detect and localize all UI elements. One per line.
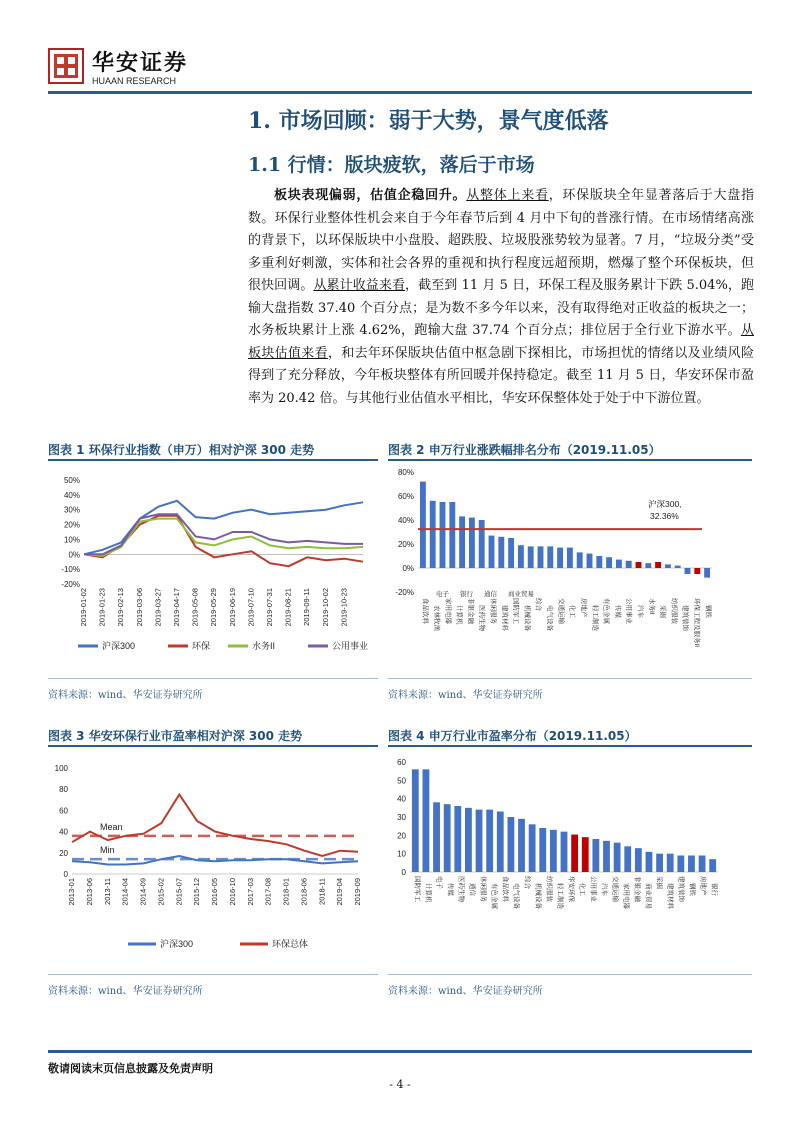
- y-tick-label: 0%: [68, 550, 80, 560]
- x-tick-label: 钢铁: [688, 883, 696, 896]
- y-tick-label: 40: [59, 827, 68, 837]
- x-tick-label: 传媒: [613, 605, 621, 618]
- x-tick-label: 2018-06: [299, 878, 309, 906]
- x-tick-label: 国防军工: [413, 876, 421, 902]
- x-tick-label: 房地产: [579, 598, 587, 618]
- x-tick-label: 食品饮料: [501, 876, 509, 902]
- x-tick-label: 汽车: [600, 883, 608, 896]
- y-tick-label: 0%: [402, 564, 414, 573]
- y-tick-label: 50%: [63, 476, 80, 485]
- x-tick-label: 2019-07-10: [246, 588, 256, 627]
- x-tick-label: 有色金属: [490, 883, 498, 909]
- figure-4-title: 图表 4 申万行业市盈率分布（2019.11.05）: [388, 729, 637, 743]
- bar: [646, 852, 653, 872]
- bar: [507, 817, 514, 872]
- x-tick-label: 农林牧渔: [432, 605, 440, 631]
- figure-3-bottom-rule: [48, 974, 378, 975]
- x-tick-label: 传媒: [446, 883, 454, 896]
- bar: [626, 561, 632, 568]
- underlined-phrase-valuation: 从板块估值来看: [248, 323, 754, 361]
- y-tick-label: -10%: [61, 565, 80, 575]
- bar: [528, 546, 534, 568]
- reference-value: 32.36%: [650, 511, 679, 522]
- y-tick-label: 30%: [63, 505, 80, 515]
- x-tick-label: 商业贸易: [644, 883, 652, 909]
- bar: [656, 854, 663, 872]
- x-tick-label-top: 银行: [460, 591, 473, 598]
- bar: [655, 562, 661, 568]
- x-tick-label: 纺织服装: [545, 876, 553, 902]
- x-tick-label: 2013-01: [67, 878, 76, 906]
- x-tick-label: 电子: [435, 876, 443, 889]
- x-tick-label: 食品饮料: [421, 598, 429, 624]
- x-tick-label: 2019-03-27: [153, 588, 163, 627]
- x-tick-label: 公用事业: [625, 598, 633, 624]
- bar: [592, 839, 599, 872]
- x-tick-label: 非银金融: [466, 598, 474, 624]
- x-tick-label: 有色金属: [602, 598, 610, 624]
- x-tick-label: 2013-06: [84, 878, 94, 906]
- x-tick-label: 2019-04-17: [172, 588, 181, 627]
- figure-3-top-rule: [48, 745, 378, 747]
- x-tick-label: 2019-06-19: [227, 588, 237, 627]
- subsection-heading: 1.1 行情：版块疲软，落后于市场: [248, 154, 535, 176]
- reference-label: 沪深300,: [648, 499, 682, 510]
- x-tick-label: 水务II: [647, 598, 655, 615]
- x-tick-label: 钢铁: [704, 605, 712, 618]
- y-tick-label: 80%: [397, 468, 414, 477]
- legend-label: 环保: [192, 641, 211, 651]
- bar: [606, 557, 612, 568]
- figure-4-chart: [388, 748, 752, 970]
- bar: [614, 843, 621, 872]
- x-tick-label: 2019-04: [335, 878, 345, 906]
- x-tick-label-top: 电子: [436, 591, 449, 598]
- x-tick-label: 2015-07: [174, 878, 184, 906]
- figure-3-chart: [48, 748, 378, 960]
- x-tick-label: 2014-04: [120, 878, 130, 906]
- bar: [677, 856, 684, 873]
- bar: [577, 552, 583, 568]
- bar: [444, 804, 451, 872]
- bar: [420, 482, 426, 568]
- y-tick-label: 60%: [397, 492, 414, 501]
- bar: [529, 824, 536, 872]
- x-tick-label: 2015-12: [192, 878, 202, 906]
- bar: [518, 545, 524, 568]
- x-tick-label: 华安环保: [567, 876, 575, 902]
- legend-label: 环保总体: [272, 939, 309, 949]
- bar: [518, 819, 525, 872]
- x-tick-label: 环保工程及服务II: [693, 598, 701, 648]
- figure-2-top-rule: [388, 459, 752, 461]
- company-logo-icon: [48, 48, 84, 84]
- bar: [596, 556, 602, 568]
- y-tick-label: -20%: [395, 588, 414, 597]
- bar: [469, 518, 475, 568]
- bar: [508, 538, 514, 568]
- x-tick-label: 2014-09: [138, 878, 148, 906]
- figure-4-bottom-rule: [388, 974, 752, 975]
- y-tick-label: 50: [397, 776, 406, 786]
- x-tick-label: 2019-10-02: [320, 588, 330, 627]
- x-tick-label: 综合: [534, 598, 542, 611]
- figure-1-title: 图表 1 环保行业指数（申万）相对沪深 300 走势: [48, 443, 315, 457]
- series-line: [84, 501, 363, 555]
- bar: [675, 566, 681, 568]
- y-tick-label: 40%: [397, 516, 414, 525]
- x-tick-label: 2018-01: [281, 878, 291, 906]
- x-tick-label: 化工: [568, 605, 576, 618]
- bar: [412, 769, 419, 872]
- figure-1-chart: [48, 462, 378, 662]
- y-tick-label: 40: [397, 794, 406, 804]
- x-tick-label: 交通运输: [611, 876, 619, 902]
- figure-1-source: 资料来源：wind、华安证券研究所: [48, 690, 203, 701]
- x-tick-label: 机械设备: [534, 883, 542, 909]
- x-tick-label: 2017-08: [263, 878, 273, 906]
- bar: [486, 810, 493, 872]
- x-tick-label: 综合: [523, 876, 531, 889]
- y-tick-label: 0: [63, 870, 68, 879]
- x-tick-label: 2019-07-31: [265, 588, 274, 627]
- bar: [557, 548, 563, 568]
- bar: [694, 568, 700, 574]
- figure-2-title: 图表 2 申万行业涨跌幅排名分布（2019.11.05）: [388, 443, 661, 457]
- bar: [430, 501, 436, 568]
- y-tick-label: 60: [59, 806, 68, 816]
- figure-3-source: 资料来源：wind、华安证券研究所: [48, 986, 203, 997]
- x-tick-label: 2019-01-23: [97, 588, 107, 627]
- underlined-phrase-overall: 从整体上来看: [466, 188, 549, 203]
- bar: [699, 856, 706, 873]
- x-tick-label: 计算机: [424, 883, 432, 903]
- paragraph-text-3: ，和去年环保版块估值中枢急剧下探相比，市场担忧的情绪以及业绩风险得到了充分释放，今年板块整体有所回暖并保持稳定。截至 11 月 5 日，华安环保市盈率为 20.42 倍。与其他行业估值水平相比，华安环保整体处于处于中下游位置。: [248, 345, 754, 406]
- paragraph-text-2: ，截至到 11 月 5 日，环保工程及服务累计下跌 5.04%，跑输大盘指数 37.40 个百分点；是为数不多今年以来，没有取得绝对正收益的板块之一；水务板块累计上涨 4.62%，跑输大盘 37.74 个百分点；排位居于全行业下游水平。: [248, 278, 754, 338]
- underlined-phrase-returns: 从累计收益来看: [313, 278, 406, 293]
- paragraph-text-1: ，环保版块全年显著落后于大盘指数。环保行业整体性机会来自于今年春节后到 4 月中下旬的普涨行情。在市场情绪高涨的背景下，以环保版块中小盘股、超跌股、垃圾股涨势较为显著。7 月，“垃圾分类”受多重利好刺激，实体和社会各界的重视和执行程度远超预期，燃爆了整个环保板块，但很快回调。: [248, 188, 754, 293]
- x-tick-label: 医药生物: [457, 876, 465, 902]
- figure-1-bottom-rule: [48, 678, 378, 679]
- x-tick-label-top: 通信: [484, 591, 497, 598]
- x-tick-label: 建筑装饰: [677, 876, 685, 902]
- y-tick-label: 40%: [63, 490, 80, 500]
- x-tick-label: 2019-01-02: [79, 588, 88, 627]
- bar: [433, 802, 440, 872]
- bar: [550, 830, 557, 872]
- x-tick-label: 2019-05-29: [209, 588, 219, 627]
- x-tick-label: 2018-11: [317, 878, 327, 905]
- bar: [616, 560, 622, 568]
- bar: [547, 546, 553, 568]
- bar: [571, 835, 578, 872]
- x-tick-label: 休闲服务: [479, 876, 487, 902]
- bar: [624, 846, 631, 872]
- legend-label: 水务II: [252, 641, 276, 651]
- annotation-label: Min: [100, 845, 115, 856]
- x-tick-label: 采掘: [655, 876, 663, 889]
- bar: [704, 568, 710, 578]
- bar: [635, 848, 642, 872]
- x-tick-label: 2019-03-06: [134, 588, 144, 627]
- legend-label: 沪深300: [102, 641, 136, 651]
- y-tick-label: 10: [397, 849, 406, 859]
- figure-2-chart: [388, 462, 752, 676]
- x-tick-label: 房地产: [699, 876, 707, 896]
- bar: [538, 546, 544, 568]
- x-tick-label: 机械设备: [523, 605, 531, 631]
- header-divider: [48, 91, 752, 94]
- bar: [667, 854, 674, 872]
- x-tick-label: 医药生物: [478, 605, 486, 631]
- figure-2-source: 资料来源：wind、华安证券研究所: [388, 690, 543, 701]
- y-tick-label: 80: [59, 785, 68, 795]
- x-tick-label: 2019-10-23: [339, 588, 349, 627]
- x-tick-label: 休闲服务: [489, 598, 497, 624]
- y-tick-label: -20%: [61, 580, 80, 589]
- annotation-label: Mean: [100, 821, 123, 832]
- y-tick-label: 100: [54, 764, 68, 773]
- brand-english-name: HUAAN RESEARCH: [92, 76, 177, 86]
- x-tick-label: 通信: [468, 883, 476, 896]
- y-tick-label: 20%: [63, 520, 80, 530]
- x-tick-label: 2019-05-08: [190, 588, 200, 627]
- bar: [665, 564, 671, 568]
- x-tick-label: 建筑材料: [666, 883, 674, 909]
- x-tick-label: 2019-09: [353, 878, 362, 906]
- x-tick-label: 银行: [710, 883, 718, 896]
- x-tick-label: 轻工制造: [556, 883, 564, 909]
- bar: [539, 828, 546, 872]
- x-tick-label: 家用电器: [622, 883, 630, 909]
- x-tick-label: 建筑材料: [500, 605, 508, 631]
- bar: [454, 806, 461, 872]
- figure-1-top-rule: [48, 459, 378, 461]
- bar: [582, 837, 589, 872]
- bar: [645, 563, 651, 568]
- y-tick-label: 30: [397, 813, 406, 822]
- x-tick-label: 2013-11: [102, 878, 112, 905]
- bar: [709, 859, 716, 872]
- x-tick-label: 2015-02: [156, 878, 166, 906]
- bar: [587, 554, 593, 568]
- x-tick-label: 2019-09-11: [302, 588, 312, 626]
- bar: [476, 810, 483, 872]
- x-tick-label: 非银金融: [633, 876, 641, 902]
- figure-3-title: 图表 3 华安环保行业市盈率相对沪深 300 走势: [48, 729, 303, 743]
- x-tick-label: 电气设备: [512, 883, 520, 909]
- bar: [603, 841, 610, 872]
- body-paragraph: [248, 185, 754, 410]
- y-tick-label: 60: [397, 758, 406, 767]
- bar: [685, 568, 691, 574]
- x-tick-label: 2016-10: [227, 878, 237, 906]
- bar: [489, 536, 495, 568]
- bar: [465, 808, 472, 872]
- section-heading: 1. 市场回顾：弱于大势，景气度低落: [248, 108, 609, 134]
- figure-2-bottom-rule: [388, 678, 752, 679]
- y-tick-label: 20: [59, 848, 68, 858]
- lead-sentence: 板块表现偏弱，估值企稳回升。: [274, 188, 467, 203]
- x-tick-label-top: 商业贸易: [508, 591, 534, 598]
- bar: [423, 769, 430, 872]
- x-tick-label: 2019-02-13: [116, 588, 126, 627]
- x-tick-label: 家用电器: [444, 598, 452, 624]
- x-tick-label: 化工: [578, 883, 586, 896]
- bar: [459, 516, 465, 568]
- figure-4-top-rule: [388, 745, 752, 747]
- x-tick-label: 2016-05: [210, 878, 219, 906]
- x-tick-label: 电气设备: [546, 605, 554, 631]
- x-tick-label: 公用事业: [589, 876, 597, 902]
- x-tick-label: 2019-08-21: [283, 588, 293, 627]
- y-tick-label: 20: [397, 831, 406, 841]
- x-tick-label: 建筑装饰: [681, 605, 689, 631]
- legend-label: 沪深300: [160, 939, 194, 949]
- legend-label: 公用事业: [332, 641, 369, 651]
- x-tick-label: 交通运输: [557, 598, 565, 624]
- bar: [498, 537, 504, 568]
- y-tick-label: 20%: [397, 540, 414, 549]
- bar: [449, 502, 455, 568]
- x-tick-label: 计算机: [455, 605, 463, 625]
- footer-divider: [48, 1050, 752, 1053]
- x-tick-label: 纺织服装: [670, 598, 678, 624]
- bar: [561, 832, 568, 872]
- bar: [497, 812, 504, 873]
- page-number: - 4 -: [389, 1078, 411, 1091]
- bar: [479, 520, 485, 568]
- bar: [636, 562, 642, 568]
- y-tick-label: 10%: [63, 535, 80, 545]
- x-tick-label: 采掘: [659, 605, 667, 618]
- bar: [440, 502, 446, 568]
- bar: [688, 856, 695, 873]
- x-tick-label: 国防军工: [512, 598, 520, 624]
- bar: [567, 548, 573, 568]
- x-tick-label: 2017-03: [245, 878, 255, 906]
- y-tick-label: 0: [401, 868, 406, 877]
- x-tick-label: 轻工制造: [591, 605, 599, 631]
- brand-name: 华安证券: [92, 50, 189, 76]
- footer-disclaimer: 敬请阅读末页信息披露及免责声明: [48, 1062, 213, 1075]
- figure-4-source: 资料来源：wind、华安证券研究所: [388, 986, 543, 997]
- x-tick-label: 汽车: [636, 605, 644, 618]
